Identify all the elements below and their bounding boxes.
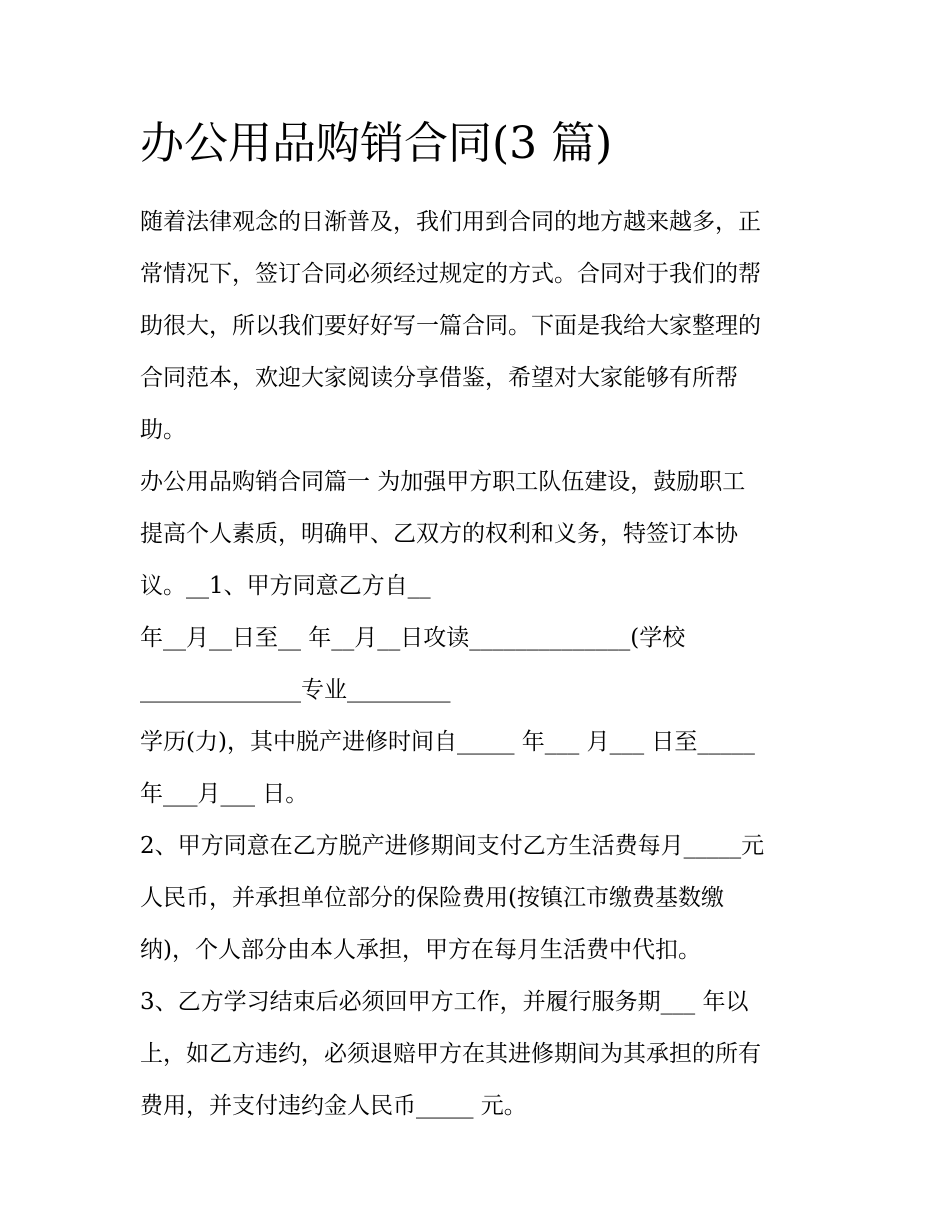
body-line: 年__月__日至__ 年__月__日攻读______________(学校 xyxy=(140,625,686,651)
body-line: 学历(力)，其中脱产进修时间自_____ 年___ 月___ 日至_____ xyxy=(140,729,755,755)
body-line: 常情况下，签订合同必须经过规定的方式。合同对于我们的帮 xyxy=(140,261,761,287)
body-line: 办公用品购销合同篇一 为加强甲方职工队伍建设，鼓励职工 xyxy=(140,469,746,495)
body-line: 随着法律观念的日渐普及，我们用到合同的地方越来越多，正 xyxy=(140,209,761,235)
body-line: 费用，并支付违约金人民币_____ 元。 xyxy=(140,1093,527,1119)
body-line: 合同范本，欢迎大家阅读分享借鉴，希望对大家能够有所帮 xyxy=(140,365,738,391)
document-title: 办公用品购销合同(3 篇) xyxy=(140,118,613,169)
body-line: 议。__1、甲方同意乙方自__ xyxy=(140,573,431,599)
body-line: 纳)，个人部分由本人承担，甲方在每月生活费中代扣。 xyxy=(140,937,701,963)
body-line: 上，如乙方违约，必须退赔甲方在其进修期间为其承担的所有 xyxy=(140,1041,761,1067)
body-line: 助很大，所以我们要好好写一篇合同。下面是我给大家整理的 xyxy=(140,313,761,339)
body-line: 2、甲方同意在乙方脱产进修期间支付乙方生活费每月_____元 xyxy=(140,833,765,859)
body-line: 年___月___ 日。 xyxy=(140,781,309,807)
body-line: 提高个人素质，明确甲、乙双方的权利和义务，特签订本协 xyxy=(140,521,738,547)
body-line: 3、乙方学习结束后必须回甲方工作，并履行服务期___ 年以 xyxy=(140,989,749,1015)
body-line: ______________专业_________ xyxy=(140,677,451,703)
body-line: 助。 xyxy=(140,417,186,443)
body-line: 人民币，并承担单位部分的保险费用(按镇江市缴费基数缴 xyxy=(140,885,724,911)
document-body xyxy=(140,196,820,1132)
